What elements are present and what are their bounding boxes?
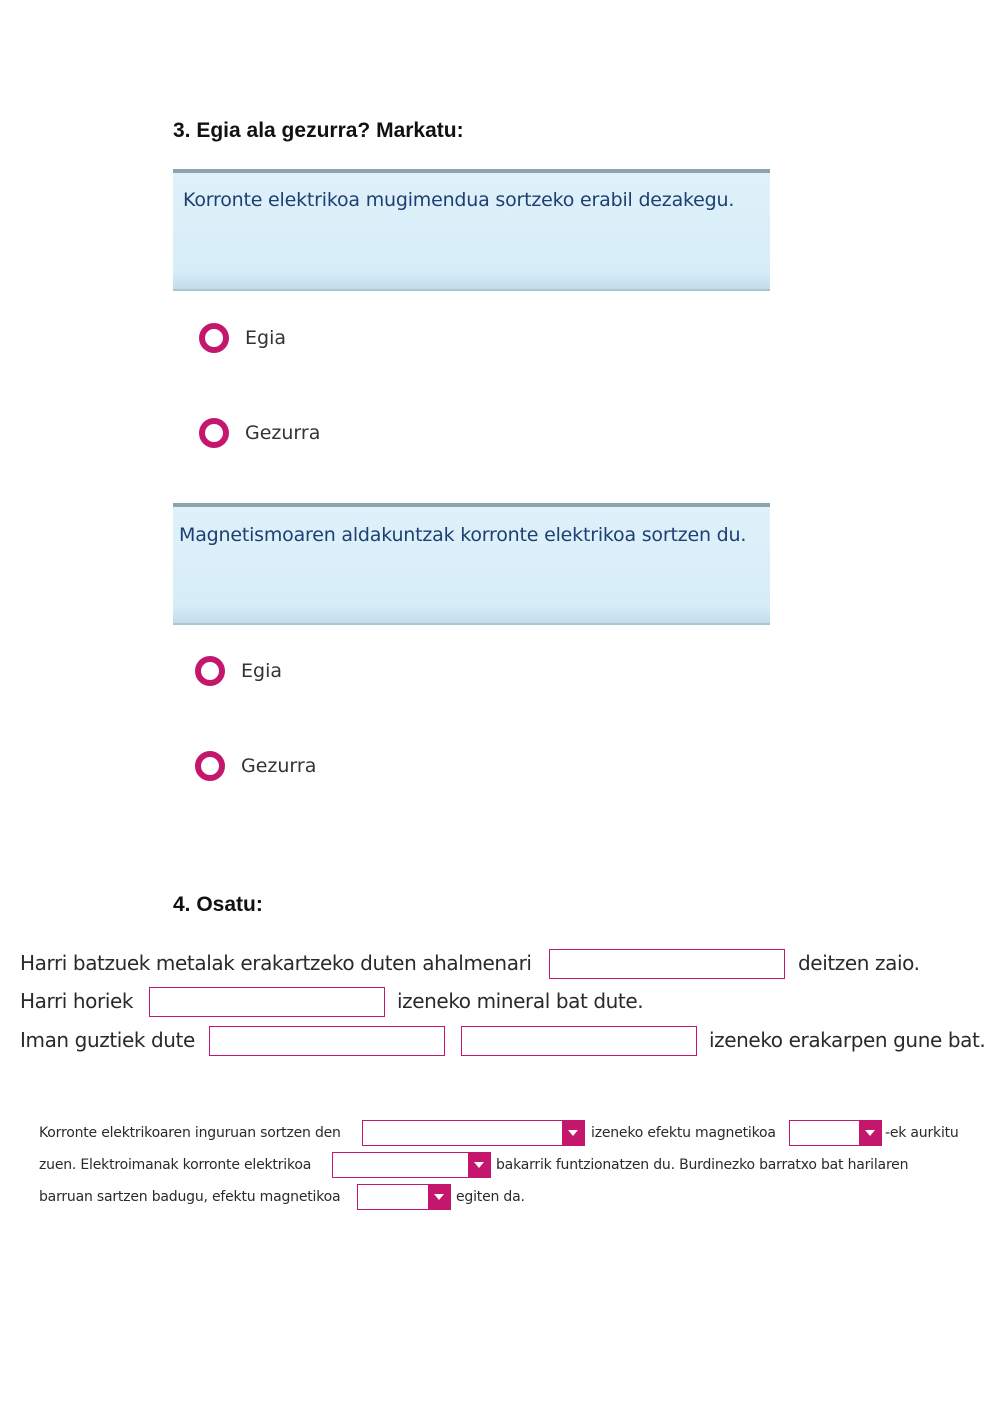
q2-option-gezurra[interactable] — [195, 751, 316, 781]
q1-gezurra-radio[interactable] — [199, 418, 229, 448]
fill-blank-3[interactable] — [209, 1026, 445, 1056]
fill-blank-2[interactable] — [149, 987, 385, 1017]
question-2-box — [173, 503, 770, 625]
dropdown-2[interactable] — [789, 1120, 882, 1146]
q1-option-gezurra[interactable] — [199, 418, 320, 448]
dropdown-1[interactable] — [362, 1120, 585, 1146]
chevron-down-icon[interactable] — [428, 1185, 450, 1209]
paragraph-line-1-c: -ek aurkitu — [885, 1125, 959, 1141]
question-2-text: Magnetismoaren aldakuntzak korronte elektrikoa sortzen du. — [179, 524, 747, 546]
q2-gezurra-label: Gezurra — [241, 755, 317, 777]
fill-line-2-after: izeneko mineral bat dute. — [397, 989, 644, 1013]
paragraph-line-2-a: zuen. Elektroimanak korronte elektrikoa — [39, 1157, 312, 1173]
question-1-text: Korronte elektrikoa mugimendua sortzeko erabil dezakegu. — [183, 189, 735, 211]
fill-line-2-before: Harri horiek — [20, 989, 134, 1013]
paragraph-line-2-b: bakarrik funtzionatzen du. Burdinezko barratxo bat harilaren — [496, 1157, 909, 1173]
fill-line-1-after: deitzen zaio. — [798, 951, 920, 975]
q1-gezurra-label: Gezurra — [245, 422, 321, 444]
q2-gezurra-radio[interactable] — [195, 751, 225, 781]
paragraph-line-3-b: egiten da. — [456, 1189, 525, 1205]
fill-line-3-before: Iman guztiek dute — [20, 1028, 195, 1052]
section-4-heading: 4. Osatu: — [173, 893, 263, 916]
q1-option-egia[interactable] — [199, 323, 286, 353]
q1-egia-label: Egia — [245, 327, 286, 349]
q2-egia-radio[interactable] — [195, 656, 225, 686]
section-3-heading: 3. Egia ala gezurra? Markatu: — [173, 119, 464, 142]
q2-egia-label: Egia — [241, 660, 282, 682]
fill-line-1-before: Harri batzuek metalak erakartzeko duten ahalmenari — [20, 951, 532, 975]
question-1-box — [173, 169, 770, 291]
dropdown-3[interactable] — [332, 1152, 491, 1178]
q1-egia-radio[interactable] — [199, 323, 229, 353]
chevron-down-icon[interactable] — [859, 1121, 881, 1145]
fill-blank-4[interactable] — [461, 1026, 697, 1056]
fill-blank-1[interactable] — [549, 949, 785, 979]
q2-option-egia[interactable] — [195, 656, 282, 686]
chevron-down-icon[interactable] — [562, 1121, 584, 1145]
paragraph-line-1-b: izeneko efektu magnetikoa — [591, 1125, 776, 1141]
dropdown-4[interactable] — [357, 1184, 451, 1210]
chevron-down-icon[interactable] — [468, 1153, 490, 1177]
paragraph-line-3-a: barruan sartzen badugu, efektu magnetikoa — [39, 1189, 341, 1205]
fill-line-3-after: izeneko erakarpen gune bat. — [709, 1028, 986, 1052]
paragraph-line-1-a: Korronte elektrikoaren inguruan sortzen den — [39, 1125, 341, 1141]
